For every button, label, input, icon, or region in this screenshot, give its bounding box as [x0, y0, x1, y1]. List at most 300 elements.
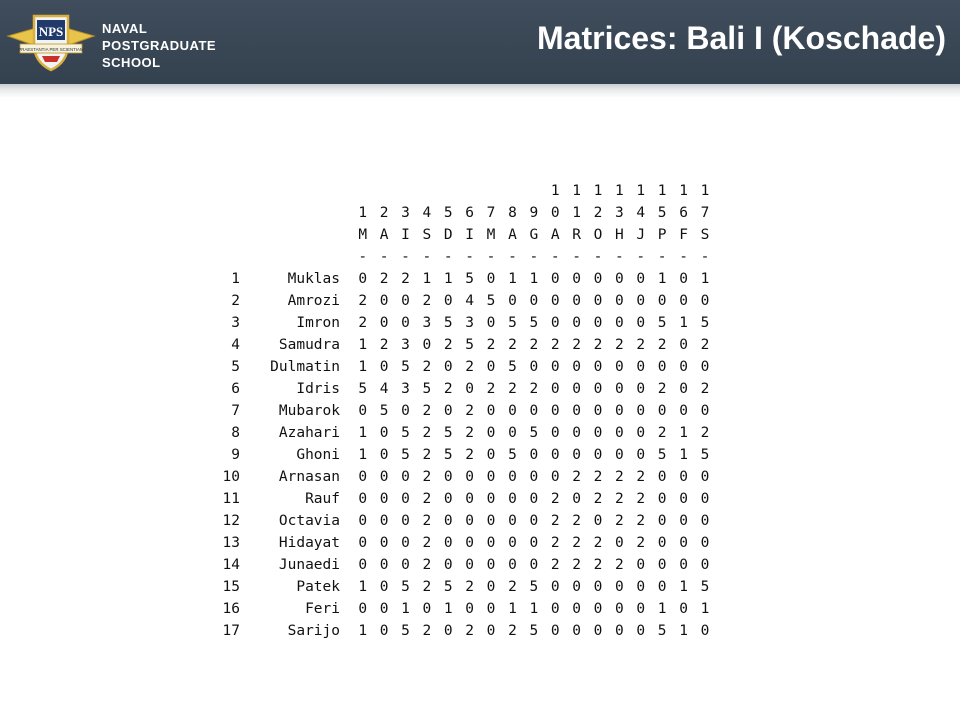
- matrix-cell: 5: [529, 315, 539, 331]
- matrix-cell: 5: [401, 447, 410, 463]
- matrix-cell: 1: [679, 425, 688, 441]
- matrix-cell: 0: [615, 623, 624, 639]
- matrix-cell: 0: [443, 557, 453, 573]
- matrix-cell: 0: [636, 557, 646, 573]
- matrix-cell: 2: [465, 579, 475, 595]
- matrix-cell: 0: [465, 535, 475, 551]
- matrix-cell: 5: [657, 315, 667, 331]
- matrix-cell: 0: [593, 425, 603, 441]
- svg-text:PRAESTANTIA PER SCIENTIAM: PRAESTANTIA PER SCIENTIAM: [18, 47, 84, 52]
- matrix-cell: 2: [401, 271, 410, 287]
- matrix-cell: 2: [508, 381, 517, 397]
- matrix-cell: 2: [465, 359, 475, 375]
- matrix-cell: 4: [465, 293, 475, 309]
- matrix-cell: 1: [508, 601, 517, 617]
- column-header-cell: [352, 180, 373, 202]
- matrix-cell: 0: [700, 491, 710, 507]
- column-header-cell: 4: [422, 205, 432, 221]
- row-name: [240, 224, 352, 246]
- matrix-cell: 2: [550, 557, 560, 573]
- matrix-cell: 5: [529, 623, 539, 639]
- matrix-cell: 5: [486, 293, 496, 309]
- matrix-cell: 0: [486, 623, 496, 639]
- matrix-cell: 2: [465, 447, 475, 463]
- column-header-cell: [502, 180, 523, 202]
- column-header-cell: 5: [657, 205, 667, 221]
- matrix-cell: 0: [593, 315, 603, 331]
- matrix-cell: 1: [657, 601, 667, 617]
- matrix-cell: 0: [700, 513, 710, 529]
- matrix-cell: 0: [636, 271, 646, 287]
- matrix-cell: 0: [615, 601, 624, 617]
- column-header-cell: 6: [465, 205, 475, 221]
- column-header-cell: -: [679, 249, 688, 265]
- matrix-row: [200, 356, 716, 378]
- matrix-cell: 0: [657, 557, 667, 573]
- row-name: Azahari: [278, 425, 340, 441]
- matrix-row: [200, 312, 716, 334]
- matrix-cell: 2: [636, 469, 646, 485]
- matrix-cell: 1: [358, 359, 368, 375]
- row-name: Amrozi: [287, 293, 340, 309]
- column-header-cell: A: [508, 227, 517, 243]
- matrix-cell: 4: [379, 381, 389, 397]
- matrix-cell: 0: [529, 359, 539, 375]
- matrix-cell: 2: [379, 337, 389, 353]
- matrix-cell: 0: [550, 381, 560, 397]
- matrix-cell: 0: [615, 271, 624, 287]
- row-index: 16: [222, 601, 240, 617]
- matrix-cell: 0: [679, 403, 688, 419]
- matrix-cell: 2: [422, 535, 432, 551]
- column-header-cell: R: [572, 227, 581, 243]
- matrix-cell: 0: [550, 601, 560, 617]
- matrix-cell: 2: [422, 447, 432, 463]
- matrix-cell: 0: [508, 403, 517, 419]
- column-header-cell: [459, 180, 480, 202]
- matrix-row: [200, 400, 716, 422]
- logo-wordmark: [102, 20, 216, 71]
- matrix-cell: 5: [443, 315, 453, 331]
- matrix-cell: 0: [379, 447, 389, 463]
- matrix-cell: 2: [422, 513, 432, 529]
- matrix-cell: 0: [636, 425, 646, 441]
- matrix-row: [200, 444, 716, 466]
- matrix-cell: 0: [700, 623, 710, 639]
- column-header-cell: -: [422, 249, 432, 265]
- matrix-cell: 0: [679, 601, 688, 617]
- matrix-row: [200, 290, 716, 312]
- matrix-cell: 2: [636, 337, 646, 353]
- row-index: 7: [231, 403, 240, 419]
- matrix-cell: 0: [465, 601, 475, 617]
- matrix-cell: 0: [593, 359, 603, 375]
- row-index: 14: [222, 557, 240, 573]
- matrix-cell: 2: [615, 469, 624, 485]
- column-header-cell: 1: [550, 183, 560, 199]
- row-index: [200, 202, 240, 224]
- column-header-cell: 2: [379, 205, 389, 221]
- matrix-cell: 0: [657, 535, 667, 551]
- matrix-row: [200, 334, 716, 356]
- column-header-cell: 1: [636, 183, 646, 199]
- matrix-cell: 0: [529, 447, 539, 463]
- matrix-cell: 0: [636, 293, 646, 309]
- row-index: 13: [222, 535, 240, 551]
- logo-line-3: SCHOOL: [102, 55, 161, 70]
- matrix-cell: 1: [401, 601, 410, 617]
- matrix-cell: 5: [657, 447, 667, 463]
- matrix-cell: 2: [572, 513, 581, 529]
- matrix-cell: 0: [379, 601, 389, 617]
- matrix-cell: 0: [657, 359, 667, 375]
- column-header-cell: I: [401, 227, 410, 243]
- matrix-cell: 2: [422, 425, 432, 441]
- column-header-cell: 3: [615, 205, 624, 221]
- matrix-cell: 2: [593, 337, 603, 353]
- matrix-cell: 5: [508, 359, 517, 375]
- column-header-cell: A: [550, 227, 560, 243]
- matrix-cell: 2: [422, 293, 432, 309]
- matrix-cell: 0: [358, 469, 368, 485]
- matrix-cell: 2: [615, 557, 624, 573]
- matrix-row: [200, 488, 716, 510]
- column-header-cell: M: [486, 227, 496, 243]
- row-name: Rauf: [305, 491, 340, 507]
- matrix-cell: 5: [529, 425, 539, 441]
- matrix-cell: 0: [443, 403, 453, 419]
- column-header-cell: 1: [615, 183, 624, 199]
- matrix-cell: 0: [465, 513, 475, 529]
- matrix-cell: 1: [358, 579, 368, 595]
- matrix-cell: 2: [422, 579, 432, 595]
- matrix-cell: 0: [358, 513, 368, 529]
- matrix-header-row: [200, 224, 716, 246]
- matrix-cell: 0: [443, 535, 453, 551]
- row-name: Patek: [296, 579, 340, 595]
- matrix-cell: 1: [443, 601, 453, 617]
- nps-crest-icon: [6, 6, 96, 74]
- matrix-cell: 0: [529, 293, 539, 309]
- matrix-cell: 0: [572, 293, 581, 309]
- column-header-cell: A: [379, 227, 389, 243]
- matrix-cell: 2: [443, 381, 453, 397]
- svg-text:NPS: NPS: [38, 24, 64, 39]
- matrix-cell: 0: [465, 557, 475, 573]
- matrix-cell: 0: [572, 271, 581, 287]
- matrix-cell: 0: [550, 447, 560, 463]
- matrix-cell: 1: [422, 271, 432, 287]
- matrix-cell: 0: [486, 491, 496, 507]
- matrix-cell: 0: [379, 293, 389, 309]
- row-index: 8: [231, 425, 240, 441]
- matrix-cell: 0: [679, 535, 688, 551]
- matrix-cell: 0: [550, 359, 560, 375]
- row-index: 9: [231, 447, 240, 463]
- matrix-cell: 0: [508, 469, 517, 485]
- matrix-row: [200, 510, 716, 532]
- matrix-cell: 1: [443, 271, 453, 287]
- matrix-cell: 1: [679, 315, 688, 331]
- matrix-cell: 0: [358, 557, 368, 573]
- row-name: Dulmatin: [270, 359, 340, 375]
- matrix-cell: 0: [679, 359, 688, 375]
- matrix-cell: 0: [486, 535, 496, 551]
- matrix-cell: 0: [443, 623, 453, 639]
- matrix-cell: 0: [550, 403, 560, 419]
- matrix-cell: 0: [379, 425, 389, 441]
- column-header-cell: 9: [529, 205, 539, 221]
- matrix-header-row: [200, 246, 716, 268]
- logo-line-1: NAVAL: [102, 21, 148, 36]
- column-header-cell: [373, 180, 394, 202]
- matrix-cell: 2: [465, 403, 475, 419]
- matrix-cell: 0: [443, 513, 453, 529]
- logo-line-2: POSTGRADUATE: [102, 38, 217, 53]
- adjacency-matrix: [200, 180, 716, 642]
- matrix-row: [200, 576, 716, 598]
- matrix-cell: 5: [379, 403, 389, 419]
- column-header-cell: M: [358, 227, 368, 243]
- row-name: Mubarok: [278, 403, 340, 419]
- matrix-cell: 1: [700, 271, 710, 287]
- matrix-cell: 0: [443, 469, 453, 485]
- matrix-cell: 0: [358, 271, 368, 287]
- row-name: Feri: [305, 601, 340, 617]
- matrix-cell: 0: [593, 381, 603, 397]
- column-header-cell: 4: [636, 205, 646, 221]
- matrix-cell: 5: [508, 315, 517, 331]
- matrix-cell: 0: [615, 425, 624, 441]
- matrix-cell: 5: [700, 447, 710, 463]
- row-index: 10: [222, 469, 240, 485]
- column-header-cell: 5: [443, 205, 453, 221]
- matrix-cell: 0: [443, 359, 453, 375]
- header-bar: [0, 0, 960, 84]
- matrix-cell: 0: [401, 557, 410, 573]
- matrix-cell: 2: [636, 513, 646, 529]
- matrix-cell: 0: [486, 271, 496, 287]
- matrix-cell: 0: [615, 579, 624, 595]
- matrix-cell: 0: [700, 359, 710, 375]
- matrix-cell: 2: [508, 579, 517, 595]
- matrix-cell: 5: [401, 359, 410, 375]
- column-header-cell: -: [657, 249, 667, 265]
- matrix-cell: 5: [401, 623, 410, 639]
- row-name: [240, 202, 352, 224]
- matrix-cell: 0: [550, 579, 560, 595]
- matrix-cell: 2: [572, 337, 581, 353]
- row-index: 1: [231, 271, 240, 287]
- row-index: 4: [231, 337, 240, 353]
- matrix-cell: 0: [593, 623, 603, 639]
- matrix-cell: 3: [422, 315, 432, 331]
- matrix-cell: 1: [657, 271, 667, 287]
- matrix-cell: 0: [379, 623, 389, 639]
- column-header-cell: O: [593, 227, 603, 243]
- column-header-cell: S: [422, 227, 432, 243]
- matrix-cell: 0: [636, 315, 646, 331]
- column-header-cell: -: [636, 249, 646, 265]
- column-header-cell: -: [465, 249, 475, 265]
- column-header-cell: -: [508, 249, 517, 265]
- matrix-cell: 0: [636, 601, 646, 617]
- row-index: 3: [231, 315, 240, 331]
- matrix-cell: 0: [401, 535, 410, 551]
- matrix-cell: 0: [508, 535, 517, 551]
- column-header-cell: I: [465, 227, 475, 243]
- matrix-cell: 0: [443, 293, 453, 309]
- matrix-cell: 0: [636, 403, 646, 419]
- matrix-cell: 0: [572, 315, 581, 331]
- matrix-cell: 0: [679, 469, 688, 485]
- column-header-cell: S: [700, 227, 710, 243]
- matrix-cell: 2: [615, 491, 624, 507]
- matrix-cell: 0: [486, 359, 496, 375]
- matrix-cell: 0: [615, 293, 624, 309]
- column-header-cell: 1: [358, 205, 368, 221]
- row-name: Sarijo: [287, 623, 340, 639]
- column-header-cell: D: [443, 227, 453, 243]
- matrix-cell: 2: [700, 337, 710, 353]
- matrix-cell: 5: [465, 337, 475, 353]
- matrix-cell: 0: [679, 337, 688, 353]
- row-index: 5: [231, 359, 240, 375]
- matrix-cell: 0: [401, 315, 410, 331]
- matrix-cell: 0: [550, 425, 560, 441]
- column-header-cell: [523, 180, 544, 202]
- matrix-cell: 2: [657, 381, 667, 397]
- matrix-cell: 2: [358, 315, 368, 331]
- matrix-cell: 5: [700, 579, 710, 595]
- matrix-cell: 0: [486, 557, 496, 573]
- matrix-cell: 0: [422, 337, 432, 353]
- matrix-cell: 1: [358, 447, 368, 463]
- column-header-cell: 8: [508, 205, 517, 221]
- matrix-cell: 0: [615, 359, 624, 375]
- column-header-cell: -: [358, 249, 368, 265]
- matrix-cell: 0: [379, 359, 389, 375]
- matrix-cell: 5: [401, 579, 410, 595]
- column-header-cell: 7: [486, 205, 496, 221]
- matrix-cell: 0: [636, 623, 646, 639]
- column-header-cell: -: [615, 249, 624, 265]
- matrix-cell: 2: [422, 403, 432, 419]
- matrix-cell: 0: [358, 535, 368, 551]
- column-header-cell: J: [636, 227, 646, 243]
- matrix-cell: 0: [401, 293, 410, 309]
- matrix-cell: 2: [700, 425, 710, 441]
- matrix-cell: 0: [465, 491, 475, 507]
- matrix-cell: 5: [508, 447, 517, 463]
- matrix-cell: 0: [486, 447, 496, 463]
- row-index: 11: [222, 491, 240, 507]
- matrix-cell: 0: [700, 469, 710, 485]
- matrix-cell: 0: [529, 403, 539, 419]
- matrix-cell: 2: [550, 535, 560, 551]
- matrix-cell: 5: [657, 623, 667, 639]
- column-header-cell: 1: [593, 183, 603, 199]
- matrix-cell: 5: [700, 315, 710, 331]
- column-header-cell: -: [593, 249, 603, 265]
- matrix-cell: 1: [358, 425, 368, 441]
- matrix-cell: 0: [508, 513, 517, 529]
- matrix-cell: 0: [379, 579, 389, 595]
- matrix-cell: 0: [486, 513, 496, 529]
- row-index: 6: [231, 381, 240, 397]
- matrix-cell: 2: [379, 271, 389, 287]
- matrix-cell: 0: [572, 491, 581, 507]
- column-header-cell: [480, 180, 501, 202]
- matrix-cell: 2: [700, 381, 710, 397]
- row-index: [200, 224, 240, 246]
- matrix-cell: 0: [572, 601, 581, 617]
- matrix-cell: 2: [550, 337, 560, 353]
- matrix-cell: 0: [401, 513, 410, 529]
- matrix-cell: 0: [486, 425, 496, 441]
- row-name: Junaedi: [278, 557, 340, 573]
- matrix-row: [200, 378, 716, 400]
- matrix-cell: 0: [700, 557, 710, 573]
- matrix-cell: 0: [379, 557, 389, 573]
- matrix-cell: 0: [679, 271, 688, 287]
- column-header-cell: [416, 180, 437, 202]
- matrix-cell: 1: [529, 271, 539, 287]
- row-name: Hidayat: [278, 535, 340, 551]
- matrix-header-row: [200, 202, 716, 224]
- column-header-cell: H: [615, 227, 624, 243]
- row-name: Imron: [296, 315, 340, 331]
- matrix-cell: 2: [465, 623, 475, 639]
- row-name: Ghoni: [296, 447, 340, 463]
- matrix-cell: 2: [615, 513, 624, 529]
- column-header-cell: F: [679, 227, 688, 243]
- matrix-cell: 2: [636, 535, 646, 551]
- matrix-cell: 0: [657, 491, 667, 507]
- matrix-cell: 0: [422, 601, 432, 617]
- matrix-cell: 2: [593, 469, 603, 485]
- matrix-cell: 0: [700, 403, 710, 419]
- matrix-cell: 0: [465, 469, 475, 485]
- matrix-cell: 0: [550, 271, 560, 287]
- row-index: [200, 246, 240, 268]
- matrix-cell: 0: [572, 623, 581, 639]
- matrix-cell: 2: [615, 337, 624, 353]
- header-shadow: [0, 84, 960, 98]
- matrix-cell: 2: [657, 425, 667, 441]
- matrix-cell: 1: [508, 271, 517, 287]
- slide-title: Matrices: Bali I (Koschade): [537, 20, 946, 56]
- column-header-cell: 1: [572, 183, 581, 199]
- matrix-cell: 0: [615, 447, 624, 463]
- matrix-cell: 0: [615, 535, 624, 551]
- matrix-cell: 0: [593, 293, 603, 309]
- column-header-cell: -: [529, 249, 539, 265]
- row-name: Idris: [296, 381, 340, 397]
- matrix-cell: 2: [422, 359, 432, 375]
- column-header-cell: 1: [657, 183, 667, 199]
- matrix-cell: 2: [508, 337, 517, 353]
- row-index: 2: [231, 293, 240, 309]
- matrix-cell: 0: [657, 469, 667, 485]
- matrix-cell: 0: [636, 447, 646, 463]
- matrix-cell: 5: [358, 381, 368, 397]
- matrix-cell: 2: [572, 535, 581, 551]
- column-header-cell: -: [486, 249, 496, 265]
- matrix-cell: 0: [700, 293, 710, 309]
- matrix-cell: 2: [486, 337, 496, 353]
- matrix-header-row: [200, 180, 716, 202]
